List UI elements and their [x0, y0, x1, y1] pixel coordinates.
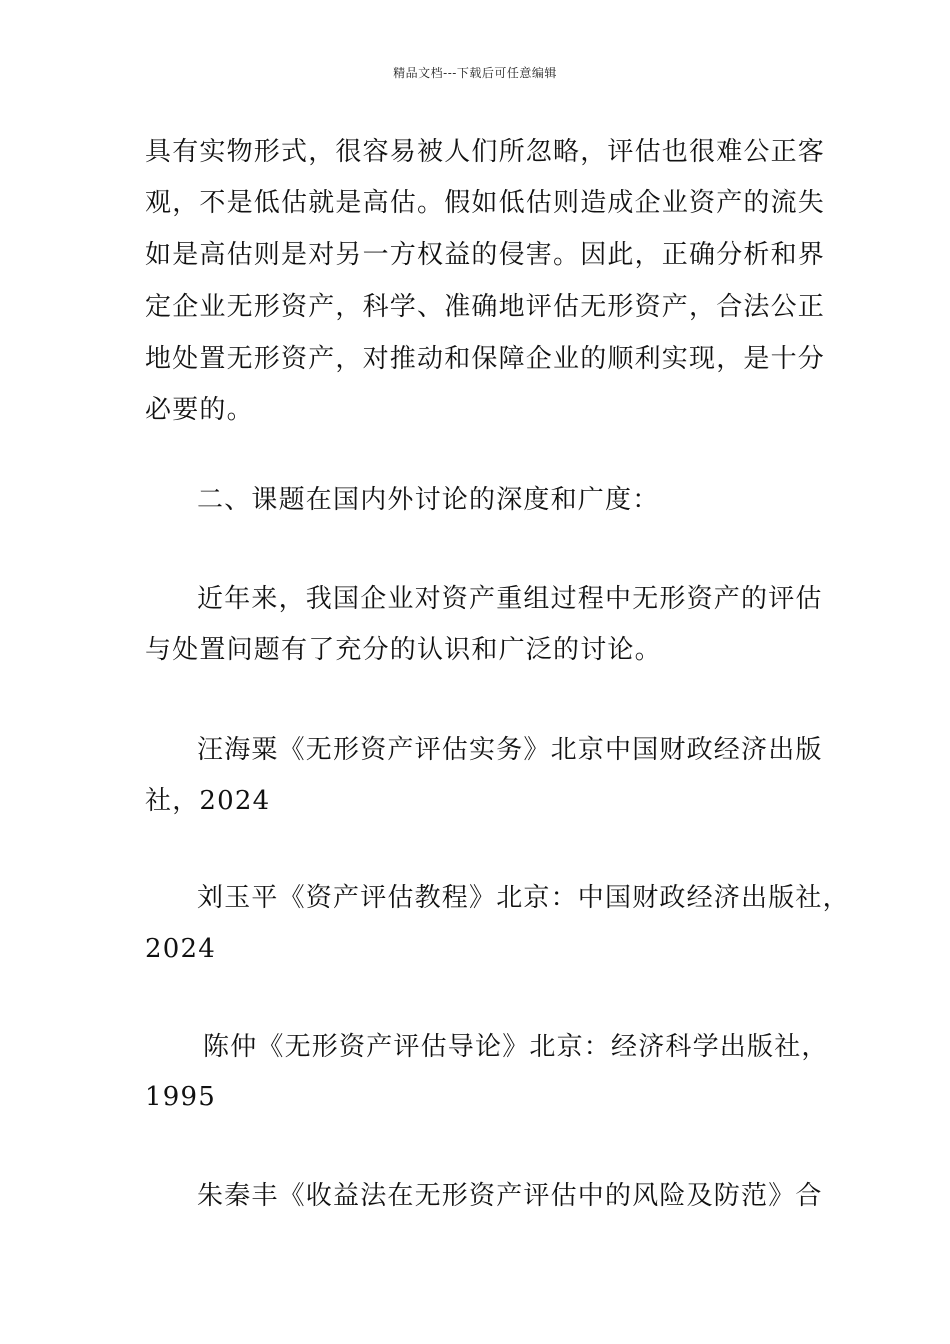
reference-line: 刘玉平《资产评估教程》北京：中国财政经济出版社，	[197, 883, 850, 913]
section-heading: 二、课题在国内外讨论的深度和广度：	[197, 485, 660, 515]
paragraph-line: 如是高估则是对另一方权益的侵害。因此，正确分析和界	[145, 240, 826, 270]
paragraph-line: 定企业无形资产，科学、准确地评估无形资产，合法公正	[145, 292, 826, 322]
paragraph-line: 必要的。	[145, 395, 254, 425]
reference-line: 2024	[145, 934, 216, 964]
reference-line: 汪海粟《无形资产评估实务》北京中国财政经济出版	[197, 735, 823, 765]
page-header: 精品文档---下载后可任意编辑	[393, 66, 557, 80]
paragraph-line: 具有实物形式，很容易被人们所忽略，评估也很难公正客	[145, 137, 826, 167]
reference-line: 社，2024	[145, 786, 271, 816]
paragraph-line: 地处置无形资产，对推动和保障企业的顺利实现，是十分	[145, 344, 826, 374]
reference-line: 陈仲《无形资产评估导论》北京：经济科学出版社，	[203, 1032, 829, 1062]
paragraph-line: 观，不是低估就是高估。假如低估则造成企业资产的流失	[145, 188, 826, 218]
paragraph-line: 与处置问题有了充分的认识和广泛的讨论。	[145, 635, 662, 665]
paragraph-line: 近年来，我国企业对资产重组过程中无形资产的评估	[197, 584, 823, 614]
reference-line: 朱秦丰《收益法在无形资产评估中的风险及防范》合	[197, 1181, 823, 1211]
reference-line: 1995	[145, 1082, 216, 1112]
